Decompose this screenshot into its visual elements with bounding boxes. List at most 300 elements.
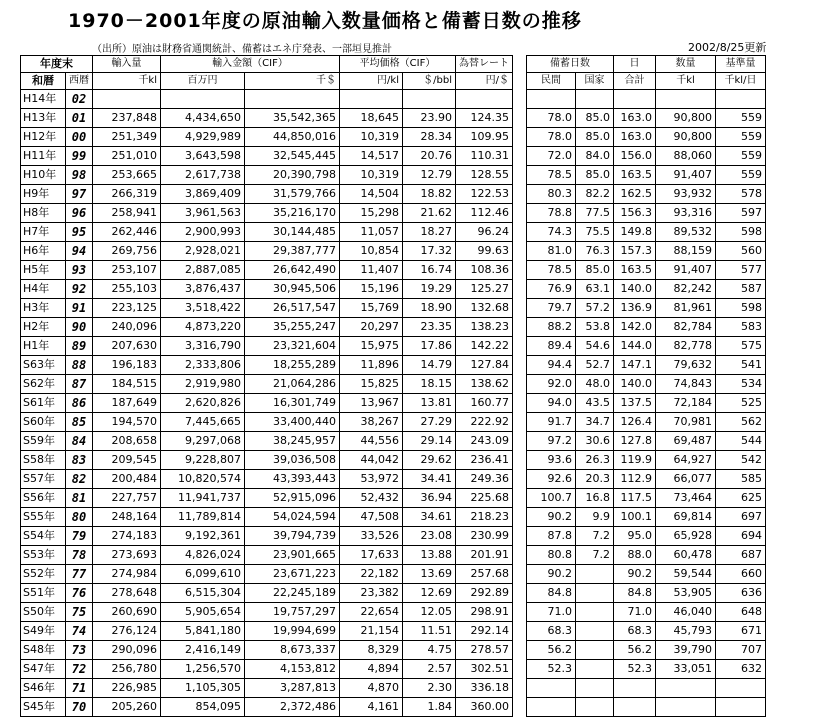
reserve-private: 71.0 <box>527 603 576 622</box>
price-yen-kl: 4,161 <box>340 698 403 717</box>
reserve-private: 68.3 <box>527 622 576 641</box>
update-date: 2002/8/25更新 <box>688 41 767 54</box>
spacer <box>513 679 527 698</box>
year-wareki: H3年 <box>21 299 66 318</box>
price-yen-kl: 23,382 <box>340 584 403 603</box>
reserve-national <box>576 641 614 660</box>
table-row <box>21 337 766 356</box>
price-usd-bbl: 20.76 <box>403 147 456 166</box>
table-row <box>21 413 766 432</box>
price-yen-kl: 22,654 <box>340 603 403 622</box>
table-row <box>21 489 766 508</box>
reserve-quantity: 59,544 <box>656 565 716 584</box>
table-row <box>21 166 766 185</box>
reserve-national: 30.6 <box>576 432 614 451</box>
import-amount-usd: 39,794,739 <box>245 527 340 546</box>
import-amount-usd: 54,024,594 <box>245 508 340 527</box>
price-yen-kl: 44,042 <box>340 451 403 470</box>
standard-quantity: 534 <box>716 375 766 394</box>
fx-rate: 125.27 <box>456 280 513 299</box>
price-usd-bbl: 34.41 <box>403 470 456 489</box>
table-row <box>21 508 766 527</box>
year-seireki: 85 <box>66 413 93 432</box>
price-yen-kl: 53,972 <box>340 470 403 489</box>
reserve-national: 85.0 <box>576 128 614 147</box>
table-row <box>21 432 766 451</box>
reserve-total: 127.8 <box>614 432 656 451</box>
reserve-total: 126.4 <box>614 413 656 432</box>
price-usd-bbl: 23.90 <box>403 109 456 128</box>
reserve-total <box>614 90 656 109</box>
year-wareki: S53年 <box>21 546 66 565</box>
standard-quantity: 542 <box>716 451 766 470</box>
price-yen-kl: 15,975 <box>340 337 403 356</box>
reserve-private: 78.0 <box>527 109 576 128</box>
import-volume: 290,096 <box>93 641 161 660</box>
import-amount-usd: 38,245,957 <box>245 432 340 451</box>
page-title: 1970－2001年度の原油輸入数量価格と備蓄日数の推移 <box>68 10 582 32</box>
spacer <box>513 698 527 717</box>
year-wareki: H5年 <box>21 261 66 280</box>
standard-quantity: 697 <box>716 508 766 527</box>
fx-rate: 278.57 <box>456 641 513 660</box>
year-seireki: 79 <box>66 527 93 546</box>
reserve-total: 117.5 <box>614 489 656 508</box>
fx-rate: 108.36 <box>456 261 513 280</box>
source-note: （出所）原油は財務省通関統計、備蓄はエネ庁発表、一部垣見推計 <box>92 44 392 55</box>
price-yen-kl: 21,154 <box>340 622 403 641</box>
reserve-quantity: 53,905 <box>656 584 716 603</box>
import-volume: 260,690 <box>93 603 161 622</box>
import-volume: 278,648 <box>93 584 161 603</box>
import-amount-yen: 11,789,814 <box>161 508 245 527</box>
price-yen-kl: 38,267 <box>340 413 403 432</box>
reserve-quantity: 88,159 <box>656 242 716 261</box>
import-amount-yen: 3,316,790 <box>161 337 245 356</box>
reserve-quantity: 79,632 <box>656 356 716 375</box>
import-amount-yen: 9,228,807 <box>161 451 245 470</box>
spacer <box>513 299 527 318</box>
price-yen-kl: 15,825 <box>340 375 403 394</box>
import-amount-yen: 6,515,304 <box>161 584 245 603</box>
reserve-national <box>576 584 614 603</box>
import-amount-usd: 23,321,604 <box>245 337 340 356</box>
reserve-private: 87.8 <box>527 527 576 546</box>
spacer <box>513 280 527 299</box>
import-amount-usd: 32,545,445 <box>245 147 340 166</box>
import-volume: 240,096 <box>93 318 161 337</box>
reserve-quantity: 69,487 <box>656 432 716 451</box>
table-row <box>21 299 766 318</box>
standard-quantity: 636 <box>716 584 766 603</box>
spacer <box>513 147 527 166</box>
price-usd-bbl: 13.69 <box>403 565 456 584</box>
standard-quantity: 587 <box>716 280 766 299</box>
reserve-quantity: 60,478 <box>656 546 716 565</box>
standard-quantity: 707 <box>716 641 766 660</box>
import-amount-usd: 35,542,365 <box>245 109 340 128</box>
reserve-total: 162.5 <box>614 185 656 204</box>
import-amount-yen: 1,256,570 <box>161 660 245 679</box>
reserve-quantity: 89,532 <box>656 223 716 242</box>
spacer <box>513 261 527 280</box>
price-yen-kl: 20,297 <box>340 318 403 337</box>
reserve-quantity: 33,051 <box>656 660 716 679</box>
fx-rate: 122.53 <box>456 185 513 204</box>
reserve-total: 140.0 <box>614 280 656 299</box>
import-amount-yen: 2,333,806 <box>161 356 245 375</box>
import-amount-usd: 2,372,486 <box>245 698 340 717</box>
year-wareki: S62年 <box>21 375 66 394</box>
year-seireki: 98 <box>66 166 93 185</box>
price-yen-kl: 47,508 <box>340 508 403 527</box>
spacer <box>513 451 527 470</box>
spacer <box>513 166 527 185</box>
reserve-private: 56.2 <box>527 641 576 660</box>
import-amount-yen: 4,826,024 <box>161 546 245 565</box>
reserve-private <box>527 698 576 717</box>
reserve-private: 79.7 <box>527 299 576 318</box>
price-yen-kl: 4,894 <box>340 660 403 679</box>
price-yen-kl: 11,407 <box>340 261 403 280</box>
year-wareki: H4年 <box>21 280 66 299</box>
header-row-1 <box>21 56 766 73</box>
import-amount-usd <box>245 90 340 109</box>
year-seireki: 72 <box>66 660 93 679</box>
reserve-private: 84.8 <box>527 584 576 603</box>
header-national: 国家 <box>576 73 614 90</box>
import-amount-usd: 18,255,289 <box>245 356 340 375</box>
reserve-quantity: 73,464 <box>656 489 716 508</box>
spacer <box>513 73 527 90</box>
reserve-quantity: 91,407 <box>656 261 716 280</box>
fx-rate: 127.84 <box>456 356 513 375</box>
standard-quantity: 671 <box>716 622 766 641</box>
reserve-private: 89.4 <box>527 337 576 356</box>
import-amount-usd: 30,144,485 <box>245 223 340 242</box>
qty-unit: 千kl <box>656 73 716 90</box>
reserve-national: 26.3 <box>576 451 614 470</box>
reserve-quantity: 72,184 <box>656 394 716 413</box>
import-amount-yen: 3,518,422 <box>161 299 245 318</box>
reserve-national: 52.7 <box>576 356 614 375</box>
year-seireki: 95 <box>66 223 93 242</box>
header-import-volume: 輸入量 <box>93 56 161 73</box>
reserve-national: 85.0 <box>576 261 614 280</box>
year-seireki: 91 <box>66 299 93 318</box>
import-volume: 251,349 <box>93 128 161 147</box>
reserve-total: 90.2 <box>614 565 656 584</box>
import-amount-usd: 52,915,096 <box>245 489 340 508</box>
import-amount-usd: 3,287,813 <box>245 679 340 698</box>
standard-quantity: 562 <box>716 413 766 432</box>
spacer <box>513 109 527 128</box>
year-wareki: H8年 <box>21 204 66 223</box>
header-reserve-days: 備蓄日数 <box>527 56 614 73</box>
spacer <box>513 603 527 622</box>
import-amount-yen: 6,099,610 <box>161 565 245 584</box>
year-wareki: H14年 <box>21 90 66 109</box>
reserve-total: 71.0 <box>614 603 656 622</box>
import-amount-usd: 19,994,699 <box>245 622 340 641</box>
reserve-total <box>614 679 656 698</box>
year-seireki: 96 <box>66 204 93 223</box>
spacer <box>513 394 527 413</box>
import-amount-usd: 20,390,798 <box>245 166 340 185</box>
standard-quantity: 544 <box>716 432 766 451</box>
reserve-private: 92.0 <box>527 375 576 394</box>
import-volume: 207,630 <box>93 337 161 356</box>
price-yen-kl: 11,057 <box>340 223 403 242</box>
price-usd-bbl: 18.15 <box>403 375 456 394</box>
spacer <box>513 128 527 147</box>
reserve-total: 112.9 <box>614 470 656 489</box>
reserve-national: 85.0 <box>576 109 614 128</box>
import-amount-usd: 21,064,286 <box>245 375 340 394</box>
year-seireki: 76 <box>66 584 93 603</box>
fx-rate: 243.09 <box>456 432 513 451</box>
standard-quantity: 598 <box>716 223 766 242</box>
import-amount-yen: 2,617,738 <box>161 166 245 185</box>
reserve-total: 137.5 <box>614 394 656 413</box>
import-amount-usd: 43,393,443 <box>245 470 340 489</box>
price-yen-kl: 8,329 <box>340 641 403 660</box>
standard-quantity <box>716 679 766 698</box>
table-row <box>21 204 766 223</box>
reserve-private: 97.2 <box>527 432 576 451</box>
reserve-private: 100.7 <box>527 489 576 508</box>
spacer <box>513 584 527 603</box>
table-row <box>21 223 766 242</box>
reserve-total: 156.3 <box>614 204 656 223</box>
spacer <box>513 413 527 432</box>
reserve-quantity: 91,407 <box>656 166 716 185</box>
standard-quantity: 648 <box>716 603 766 622</box>
standard-quantity: 559 <box>716 147 766 166</box>
reserve-national: 85.0 <box>576 166 614 185</box>
table-row <box>21 394 766 413</box>
import-amount-usd: 39,036,508 <box>245 451 340 470</box>
reserve-total: 95.0 <box>614 527 656 546</box>
import-volume: 196,183 <box>93 356 161 375</box>
price-usd-bbl: 14.79 <box>403 356 456 375</box>
import-volume: 208,658 <box>93 432 161 451</box>
reserve-national: 54.6 <box>576 337 614 356</box>
year-seireki: 73 <box>66 641 93 660</box>
year-wareki: H6年 <box>21 242 66 261</box>
table-row <box>21 698 766 717</box>
price-usd-bbl: 11.51 <box>403 622 456 641</box>
price-yen-kl: 44,556 <box>340 432 403 451</box>
spacer <box>513 375 527 394</box>
header-quantity: 数量 <box>656 56 716 73</box>
import-amount-yen <box>161 90 245 109</box>
spacer <box>513 223 527 242</box>
year-wareki: S59年 <box>21 432 66 451</box>
fx-rate: 249.36 <box>456 470 513 489</box>
reserve-total: 68.3 <box>614 622 656 641</box>
reserve-quantity: 82,784 <box>656 318 716 337</box>
reserve-quantity: 82,242 <box>656 280 716 299</box>
import-amount-usd: 35,255,247 <box>245 318 340 337</box>
crude-oil-table <box>20 55 766 717</box>
import-amount-yen: 1,105,305 <box>161 679 245 698</box>
import-volume: 209,545 <box>93 451 161 470</box>
year-wareki: H12年 <box>21 128 66 147</box>
spacer <box>513 565 527 584</box>
fx-rate: 110.31 <box>456 147 513 166</box>
spacer <box>513 622 527 641</box>
price-usd-bbl: 12.05 <box>403 603 456 622</box>
year-seireki: 93 <box>66 261 93 280</box>
import-amount-usd: 26,642,490 <box>245 261 340 280</box>
table-row <box>21 660 766 679</box>
import-amount-yen: 3,876,437 <box>161 280 245 299</box>
price-usd-bbl: 1.84 <box>403 698 456 717</box>
reserve-private: 90.2 <box>527 565 576 584</box>
reserve-private: 88.2 <box>527 318 576 337</box>
year-wareki: H13年 <box>21 109 66 128</box>
table-row <box>21 356 766 375</box>
table-row <box>21 147 766 166</box>
reserve-quantity: 90,800 <box>656 109 716 128</box>
reserve-quantity: 93,316 <box>656 204 716 223</box>
spacer <box>513 470 527 489</box>
header-year-end: 年度末 <box>21 56 93 73</box>
year-seireki: 74 <box>66 622 93 641</box>
standard-quantity: 660 <box>716 565 766 584</box>
import-amount-yen: 4,434,650 <box>161 109 245 128</box>
import-volume: 256,780 <box>93 660 161 679</box>
year-wareki: S61年 <box>21 394 66 413</box>
price-usd-bbl: 19.29 <box>403 280 456 299</box>
reserve-national <box>576 565 614 584</box>
price-yen-kl: 4,870 <box>340 679 403 698</box>
standard-quantity: 560 <box>716 242 766 261</box>
import-volume: 276,124 <box>93 622 161 641</box>
year-wareki: S51年 <box>21 584 66 603</box>
reserve-national: 82.2 <box>576 185 614 204</box>
table-row <box>21 318 766 337</box>
fx-rate: 109.95 <box>456 128 513 147</box>
price-yen-kl: 17,633 <box>340 546 403 565</box>
price-yen-kl: 14,504 <box>340 185 403 204</box>
import-volume: 274,183 <box>93 527 161 546</box>
reserve-total: 163.0 <box>614 128 656 147</box>
table-row <box>21 375 766 394</box>
unit-thousand-usd: 千＄ <box>245 73 340 90</box>
header-standard: 基準量 <box>716 56 766 73</box>
year-wareki: S60年 <box>21 413 66 432</box>
import-amount-yen: 5,905,654 <box>161 603 245 622</box>
reserve-total: 100.1 <box>614 508 656 527</box>
reserve-private <box>527 679 576 698</box>
header-private: 民間 <box>527 73 576 90</box>
standard-quantity: 541 <box>716 356 766 375</box>
table-row <box>21 470 766 489</box>
spacer <box>513 660 527 679</box>
header-reserve-days-unit: 日 <box>614 56 656 73</box>
year-seireki: 02 <box>66 90 93 109</box>
standard-quantity: 694 <box>716 527 766 546</box>
reserve-quantity: 39,790 <box>656 641 716 660</box>
spacer <box>513 185 527 204</box>
reserve-private: 90.2 <box>527 508 576 527</box>
year-wareki: S63年 <box>21 356 66 375</box>
table-row <box>21 90 766 109</box>
reserve-total <box>614 698 656 717</box>
reserve-national <box>576 90 614 109</box>
table-row <box>21 451 766 470</box>
price-usd-bbl: 13.88 <box>403 546 456 565</box>
standard-quantity: 598 <box>716 299 766 318</box>
import-volume: 253,107 <box>93 261 161 280</box>
import-volume: 255,103 <box>93 280 161 299</box>
spacer <box>513 90 527 109</box>
fx-rate: 99.63 <box>456 242 513 261</box>
year-seireki: 81 <box>66 489 93 508</box>
reserve-quantity: 93,932 <box>656 185 716 204</box>
reserve-national: 48.0 <box>576 375 614 394</box>
fx-rate: 236.41 <box>456 451 513 470</box>
reserve-total: 163.0 <box>614 109 656 128</box>
spacer <box>513 489 527 508</box>
import-amount-usd: 33,400,440 <box>245 413 340 432</box>
price-usd-bbl: 18.90 <box>403 299 456 318</box>
fx-rate: 138.23 <box>456 318 513 337</box>
header-total: 合計 <box>614 73 656 90</box>
year-seireki: 78 <box>66 546 93 565</box>
reserve-total: 119.9 <box>614 451 656 470</box>
reserve-quantity <box>656 679 716 698</box>
table-row <box>21 109 766 128</box>
import-volume <box>93 90 161 109</box>
reserve-quantity: 46,040 <box>656 603 716 622</box>
reserve-national: 7.2 <box>576 527 614 546</box>
year-wareki: S50年 <box>21 603 66 622</box>
spacer <box>513 432 527 451</box>
import-volume: 227,757 <box>93 489 161 508</box>
table-row <box>21 242 766 261</box>
import-amount-yen: 9,297,068 <box>161 432 245 451</box>
import-amount-usd: 23,901,665 <box>245 546 340 565</box>
year-wareki: S58年 <box>21 451 66 470</box>
year-wareki: H10年 <box>21 166 66 185</box>
reserve-total: 56.2 <box>614 641 656 660</box>
reserve-private: 78.5 <box>527 166 576 185</box>
price-usd-bbl <box>403 90 456 109</box>
price-usd-bbl: 29.14 <box>403 432 456 451</box>
reserve-private: 80.3 <box>527 185 576 204</box>
year-wareki: S49年 <box>21 622 66 641</box>
reserve-private: 94.4 <box>527 356 576 375</box>
reserve-quantity: 82,778 <box>656 337 716 356</box>
price-usd-bbl: 2.30 <box>403 679 456 698</box>
year-wareki: S54年 <box>21 527 66 546</box>
standard-quantity: 687 <box>716 546 766 565</box>
standard-quantity: 559 <box>716 166 766 185</box>
reserve-national: 63.1 <box>576 280 614 299</box>
table-row <box>21 641 766 660</box>
import-amount-yen: 9,192,361 <box>161 527 245 546</box>
fx-rate: 124.35 <box>456 109 513 128</box>
std-unit: 千kl/日 <box>716 73 766 90</box>
year-seireki: 84 <box>66 432 93 451</box>
standard-quantity: 559 <box>716 128 766 147</box>
header-import-amount: 輸入金額（CIF） <box>161 56 340 73</box>
spacer <box>513 318 527 337</box>
fx-rate: 222.92 <box>456 413 513 432</box>
